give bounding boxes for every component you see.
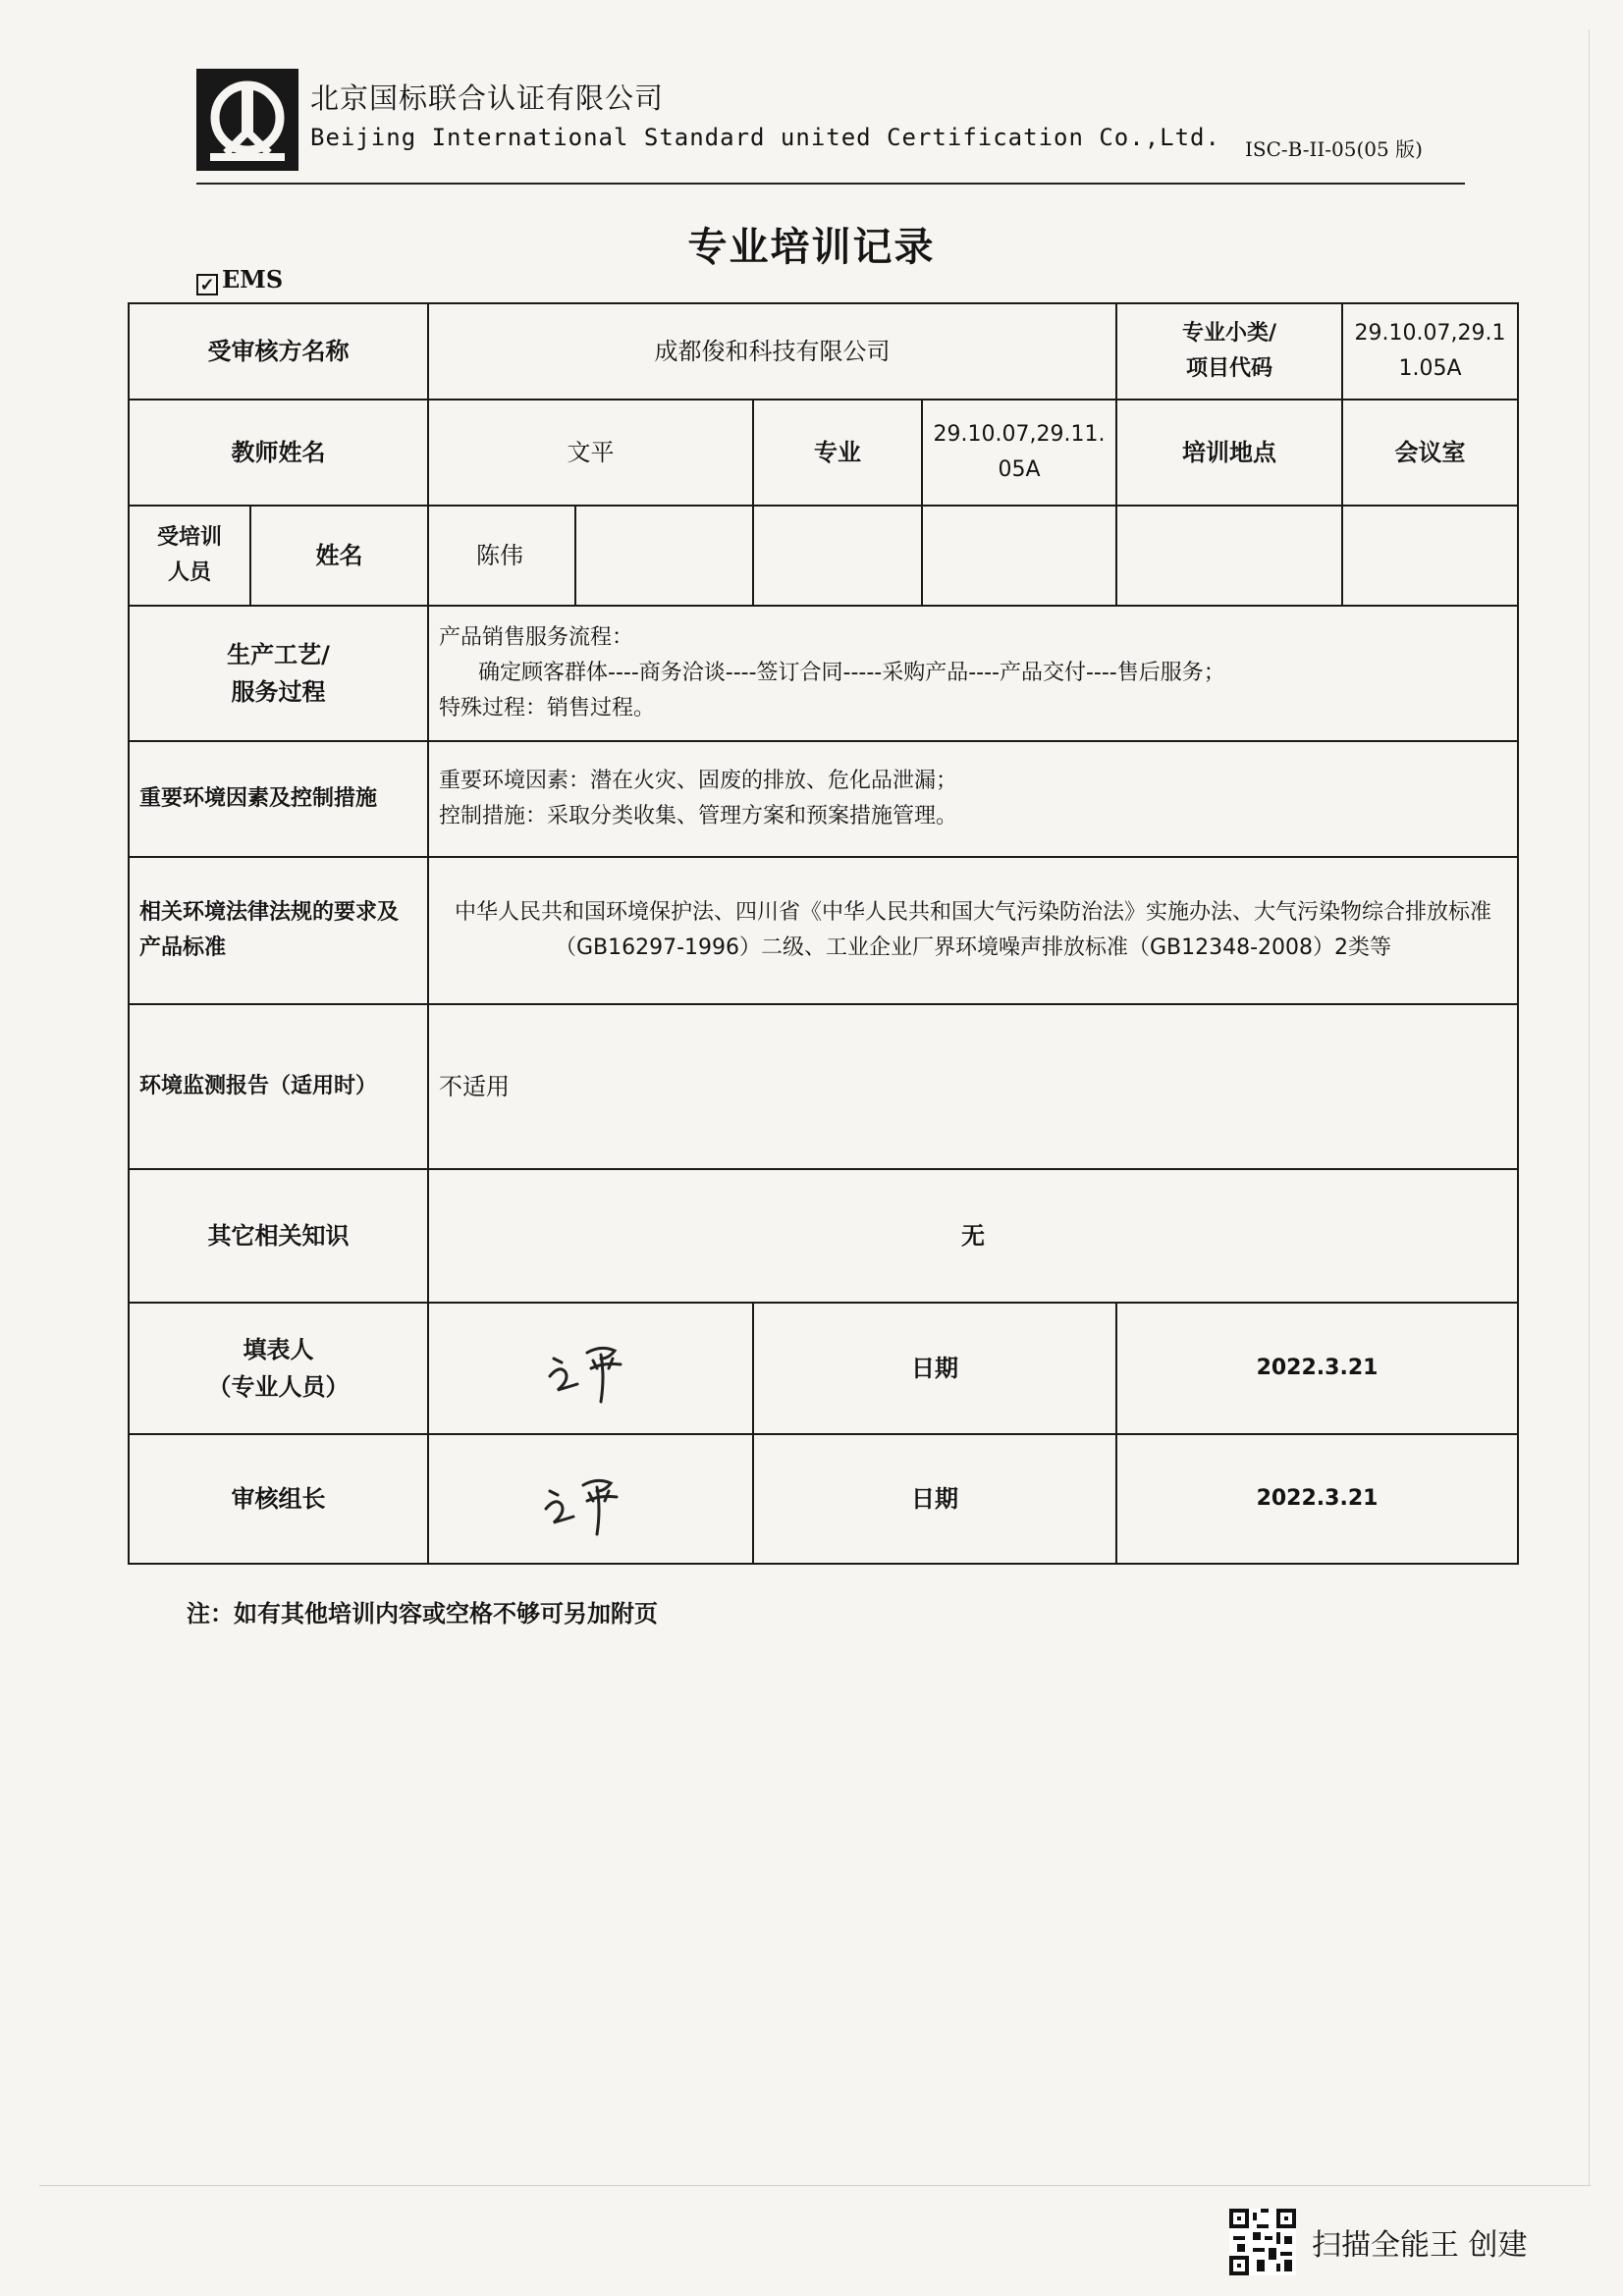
table-row	[129, 303, 1518, 400]
category-value: 29.10.07,29.1 1.05A	[1342, 303, 1518, 400]
table-row	[129, 857, 1518, 1004]
leader-date-label: 日期	[753, 1434, 1116, 1564]
qr-code-icon	[1229, 2209, 1296, 2275]
trainee-name-value: 陈伟	[428, 506, 575, 606]
filler-label: 填表人 （专业人员）	[129, 1303, 428, 1434]
trainee-label: 受培训 人员	[129, 506, 250, 606]
category-label: 专业小类/ 项目代码	[1116, 303, 1342, 400]
training-record-table	[128, 302, 1519, 1565]
filler-date-label: 日期	[753, 1303, 1116, 1434]
leader-signature	[428, 1434, 753, 1564]
filler-date-value: 2022.3.21	[1116, 1303, 1518, 1434]
auditee-value: 成都俊和科技有限公司	[428, 303, 1116, 400]
process-label: 生产工艺/ 服务过程	[129, 606, 428, 741]
leader-label: 审核组长	[129, 1434, 428, 1564]
ems-label: EMS	[222, 265, 284, 294]
process-content: 产品销售服务流程： 确定顾客群体----商务洽谈----签订合同-----采购产品----产品交付----售后服务； 特殊过程：销售过程。	[428, 606, 1518, 741]
env-factor-label: 重要环境因素及控制措施	[129, 741, 428, 857]
company-name-en: Beijing International Standard united Certification Co.,Ltd.	[310, 124, 1220, 151]
table-row	[129, 506, 1518, 606]
checked-box-icon: ✓	[196, 274, 218, 295]
isc-logo-icon	[196, 69, 298, 171]
teacher-value: 文平	[428, 400, 753, 506]
empty-cell	[1116, 506, 1342, 606]
company-logo	[196, 69, 298, 171]
table-row	[129, 1303, 1518, 1434]
teacher-label: 教师姓名	[129, 400, 428, 506]
major-label: 专业	[753, 400, 922, 506]
location-label: 培训地点	[1116, 400, 1342, 506]
env-factor-content: 重要环境因素：潜在火灾、固废的排放、危化品泄漏； 控制措施：采取分类收集、管理方案和预案措施管理。	[428, 741, 1518, 857]
table-row	[129, 400, 1518, 506]
trainee-name-label: 姓名	[250, 506, 428, 606]
law-label: 相关环境法律法规的要求及产品标准	[129, 857, 428, 1004]
handwritten-signature-icon	[532, 1460, 650, 1538]
document-title: 专业培训记录	[687, 224, 936, 270]
form-code: ISC-B-II-05(05 版)	[1245, 137, 1423, 161]
empty-cell	[575, 506, 753, 606]
table-row	[129, 741, 1518, 857]
footnote: 注：如有其他培训内容或空格不够可另加附页	[187, 1600, 658, 1628]
other-label: 其它相关知识	[129, 1169, 428, 1303]
handwritten-signature-icon	[532, 1329, 650, 1408]
empty-cell	[1342, 506, 1518, 606]
company-name-cn: 北京国标联合认证有限公司	[310, 81, 665, 115]
location-value: 会议室	[1342, 400, 1518, 506]
table-row	[129, 1434, 1518, 1564]
auditee-label: 受审核方名称	[129, 303, 428, 400]
leader-date-value: 2022.3.21	[1116, 1434, 1518, 1564]
other-value: 无	[428, 1169, 1518, 1303]
table-row	[129, 606, 1518, 741]
page-edge-line	[1589, 29, 1590, 2185]
header-divider	[196, 183, 1465, 185]
scanner-watermark: 扫描全能王 创建	[1312, 2228, 1528, 2263]
monitor-label: 环境监测报告（适用时）	[129, 1004, 428, 1169]
ems-checkbox-row	[196, 265, 283, 295]
filler-signature	[428, 1303, 753, 1434]
page-edge-line	[39, 2185, 1591, 2186]
major-value: 29.10.07,29.11. 05A	[922, 400, 1116, 506]
table-row	[129, 1004, 1518, 1169]
empty-cell	[753, 506, 922, 606]
law-content: 中华人民共和国环境保护法、四川省《中华人民共和国大气污染防治法》实施办法、大气污染物综合排放标准（GB16297-1996）二级、工业企业厂界环境噪声排放标准（GB12348-2008）2类等	[428, 857, 1518, 1004]
table-row	[129, 1169, 1518, 1303]
monitor-value: 不适用	[428, 1004, 1518, 1169]
empty-cell	[922, 506, 1116, 606]
